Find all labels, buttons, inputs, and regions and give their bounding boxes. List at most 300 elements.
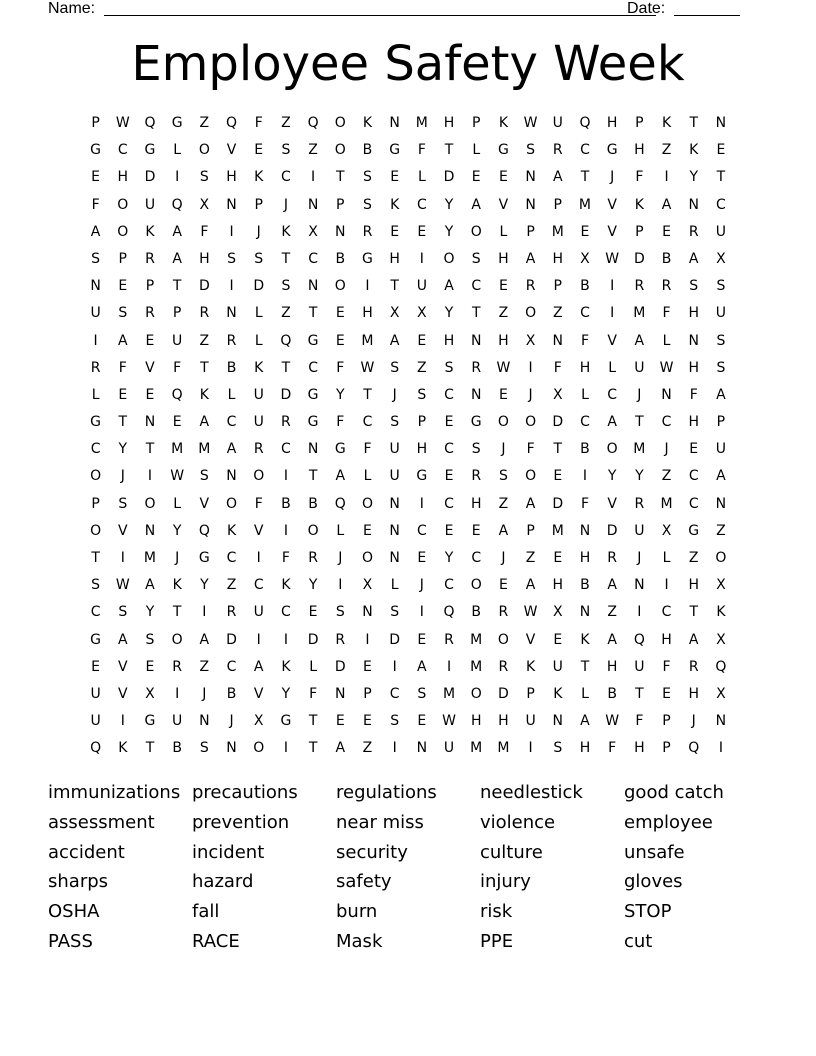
grid-letter: L: [608, 359, 617, 376]
word-list-item: cut: [624, 930, 653, 952]
grid-letter: E: [444, 468, 454, 485]
grid-letter: A: [226, 441, 237, 458]
grid-letter: C: [444, 577, 454, 594]
grid-letter: T: [635, 685, 644, 702]
grid-letter: K: [661, 115, 672, 131]
grid-letter: X: [580, 250, 590, 267]
grid-letter: A: [471, 196, 481, 213]
grid-letter: T: [308, 740, 318, 757]
grid-letter: E: [553, 468, 563, 485]
grid-letter: A: [607, 631, 617, 648]
grid-letter: N: [362, 604, 373, 621]
grid-letter: A: [552, 169, 563, 186]
grid-letter: X: [525, 332, 536, 349]
grid-letter: X: [716, 685, 726, 702]
grid-letter: A: [525, 495, 536, 512]
grid-letter: U: [253, 386, 264, 403]
grid-letter: R: [607, 550, 618, 566]
grid-letter: F: [635, 713, 644, 730]
grid-letter: Y: [444, 223, 454, 240]
grid-row: [82, 382, 735, 409]
grid-letter: N: [579, 522, 591, 539]
grid-letter: Z: [552, 305, 563, 322]
grid-letter: U: [172, 332, 183, 349]
grid-letter: E: [716, 142, 726, 159]
grid-letter: H: [579, 550, 591, 566]
grid-letter: Q: [334, 495, 346, 512]
grid-letter: E: [580, 223, 590, 240]
grid-letter: H: [634, 740, 645, 757]
grid-letter: E: [145, 332, 155, 349]
grid-letter: E: [91, 169, 101, 186]
grid-row: [82, 654, 735, 681]
grid-letter: U: [144, 196, 156, 213]
grid-letter: J: [202, 685, 207, 702]
grid-letter: X: [417, 305, 427, 322]
word-list-item: regulations: [336, 782, 437, 803]
grid-letter: H: [552, 577, 564, 594]
grid-row: [82, 110, 735, 137]
grid-letter: J: [501, 441, 506, 458]
grid-letter: M: [442, 685, 456, 702]
grid-letter: S: [335, 604, 345, 621]
grid-letter: H: [498, 250, 509, 267]
grid-letter: E: [498, 577, 508, 594]
word-list-item: prevention: [192, 811, 290, 833]
grid-letter: Y: [444, 196, 454, 213]
grid-letter: T: [200, 359, 209, 376]
grid-letter: T: [172, 278, 182, 295]
grid-letter: V: [607, 196, 617, 213]
grid-letter: L: [336, 522, 345, 539]
grid-letter: T: [308, 305, 318, 322]
grid-letter: N: [688, 196, 699, 213]
grid-letter: I: [718, 740, 723, 757]
grid-letter: G: [497, 142, 509, 159]
grid-letter: S: [716, 359, 726, 376]
grid-letter: E: [417, 332, 427, 349]
grid-letter: S: [390, 604, 400, 621]
grid-letter: V: [607, 223, 617, 240]
grid-letter: S: [526, 142, 536, 159]
grid-letter: M: [470, 631, 483, 648]
grid-row: [82, 572, 735, 599]
grid-letter: Q: [579, 115, 591, 131]
grid-letter: K: [362, 115, 373, 131]
grid-row: [82, 436, 735, 463]
grid-letter: C: [362, 414, 373, 431]
grid-letter: F: [200, 223, 209, 240]
grid-letter: F: [662, 305, 671, 322]
grid-letter: K: [145, 223, 155, 240]
grid-letter: E: [335, 305, 345, 322]
grid-letter: Z: [688, 550, 699, 566]
grid-letter: A: [716, 468, 726, 485]
grid-letter: V: [117, 522, 128, 539]
grid-letter: M: [633, 305, 646, 322]
grid-letter: N: [688, 332, 699, 349]
grid-letter: A: [607, 414, 617, 431]
grid-letter: S: [199, 468, 209, 485]
grid-letter: I: [175, 685, 180, 702]
grid-letter: C: [580, 414, 590, 431]
grid-letter: B: [281, 495, 291, 512]
worksheet-header: [48, 0, 748, 20]
grid-letter: P: [635, 223, 644, 240]
word-list-item: safety: [336, 871, 392, 893]
grid-letter: C: [281, 441, 291, 458]
grid-row: [82, 300, 735, 327]
grid-letter: O: [307, 522, 319, 539]
grid-letter: G: [389, 142, 401, 159]
grid-letter: N: [552, 332, 564, 349]
word-list-item: OSHA: [48, 901, 100, 923]
grid-letter: L: [662, 332, 671, 349]
grid-letter: U: [253, 604, 264, 621]
grid-letter: I: [120, 713, 125, 730]
grid-letter: K: [580, 631, 590, 648]
grid-letter: F: [608, 740, 617, 757]
grid-letter: T: [689, 604, 698, 621]
grid-letter: O: [198, 142, 210, 159]
grid-letter: C: [580, 142, 590, 159]
grid-letter: C: [716, 196, 726, 213]
grid-letter: X: [145, 685, 155, 702]
grid-letter: H: [579, 740, 591, 757]
grid-letter: P: [172, 305, 182, 322]
grid-letter: N: [715, 115, 727, 131]
grid-letter: E: [417, 550, 427, 566]
grid-letter: C: [688, 495, 699, 512]
grid-letter: J: [283, 196, 288, 213]
grid-letter: K: [281, 223, 291, 240]
grid-letter: E: [390, 169, 400, 186]
grid-letter: E: [689, 441, 699, 458]
grid-letter: D: [606, 522, 618, 539]
grid-letter: G: [144, 713, 156, 730]
grid-letter: I: [283, 468, 288, 485]
word-list-item: near miss: [336, 811, 424, 833]
grid-letter: M: [633, 441, 646, 458]
page-title: Employee Safety Week: [131, 36, 685, 92]
grid-letter: A: [335, 468, 346, 485]
grid-letter: D: [226, 631, 237, 648]
grid-letter: B: [607, 685, 617, 702]
grid-letter: V: [525, 631, 536, 648]
grid-letter: S: [91, 250, 101, 267]
grid-letter: U: [90, 685, 101, 702]
grid-letter: U: [416, 278, 427, 295]
grid-letter: Y: [635, 468, 644, 485]
grid-row: [82, 164, 735, 191]
grid-letter: A: [172, 223, 182, 240]
grid-letter: L: [227, 386, 236, 403]
grid-letter: N: [715, 495, 727, 512]
grid-letter: S: [281, 142, 291, 159]
grid-letter: D: [498, 685, 509, 702]
word-list-item: RACE: [192, 930, 240, 952]
grid-letter: Y: [689, 169, 698, 186]
grid-letter: Z: [661, 142, 672, 159]
grid-letter: T: [281, 250, 291, 267]
grid-letter: E: [91, 658, 101, 675]
grid-letter: C: [117, 142, 128, 159]
grid-letter: V: [117, 685, 128, 702]
grid-letter: C: [580, 305, 590, 322]
grid-letter: R: [634, 278, 645, 295]
grid-letter: Z: [417, 359, 427, 376]
grid-letter: G: [307, 386, 319, 403]
grid-letter: W: [115, 577, 130, 594]
grid-letter: B: [335, 250, 346, 267]
grid-letter: D: [443, 169, 455, 186]
word-list-item: injury: [480, 871, 531, 893]
grid-letter: C: [226, 414, 237, 431]
grid-letter: M: [497, 740, 510, 757]
grid-letter: G: [307, 414, 319, 431]
grid-letter: S: [118, 495, 128, 512]
grid-letter: U: [715, 441, 727, 458]
grid-letter: H: [688, 305, 699, 322]
grid-letter: S: [689, 278, 699, 295]
grid-letter: A: [444, 278, 454, 295]
grid-letter: T: [553, 441, 563, 458]
grid-letter: H: [688, 359, 699, 376]
grid-letter: P: [553, 196, 562, 213]
grid-letter: S: [390, 713, 400, 730]
grid-letter: O: [361, 495, 373, 512]
grid-letter: D: [253, 278, 265, 295]
grid-letter: Z: [308, 142, 318, 159]
grid-letter: N: [226, 468, 237, 485]
grid-letter: O: [525, 468, 537, 485]
grid-letter: E: [363, 658, 372, 675]
grid-letter: L: [662, 550, 671, 566]
grid-letter: L: [363, 468, 372, 485]
grid-letter: C: [444, 386, 454, 403]
grid-letter: J: [691, 713, 696, 730]
grid-letter: V: [226, 142, 237, 159]
grid-letter: S: [471, 250, 481, 267]
grid-letter: V: [145, 359, 155, 376]
grid-letter: I: [582, 468, 588, 485]
grid-letter: Z: [281, 305, 291, 322]
grid-letter: G: [90, 631, 102, 648]
grid-letter: Q: [715, 658, 727, 675]
grid-letter: Z: [199, 332, 210, 349]
grid-letter: N: [144, 414, 156, 431]
grid-letter: O: [90, 522, 102, 539]
grid-letter: D: [280, 386, 292, 403]
grid-letter: N: [579, 604, 591, 621]
grid-letter: A: [253, 658, 264, 675]
grid-letter: G: [280, 713, 292, 730]
grid-letter: Y: [444, 550, 454, 566]
grid-letter: N: [525, 196, 536, 213]
grid-letter: Q: [443, 604, 455, 621]
grid-letter: K: [254, 359, 264, 376]
grid-letter: N: [715, 713, 727, 730]
grid-letter: T: [281, 359, 291, 376]
grid-letter: Z: [525, 550, 536, 566]
grid-letter: G: [307, 332, 319, 349]
grid-letter: S: [227, 250, 236, 267]
grid-letter: Q: [144, 115, 156, 131]
grid-letter: O: [525, 305, 537, 322]
grid-letter: N: [389, 495, 400, 512]
grid-letter: Y: [200, 577, 209, 594]
grid-letter: Q: [198, 522, 210, 539]
grid-letter: Y: [281, 685, 291, 702]
grid-letter: X: [716, 250, 726, 267]
grid-letter: N: [470, 332, 482, 349]
grid-letter: L: [309, 658, 317, 675]
grid-letter: J: [501, 550, 506, 566]
grid-letter: H: [443, 332, 455, 349]
grid-letter: I: [256, 631, 261, 648]
grid-letter: O: [334, 142, 346, 159]
grid-letter: I: [419, 604, 424, 621]
grid-letter: A: [199, 414, 210, 431]
grid-letter: S: [716, 332, 726, 349]
grid-letter: G: [171, 115, 183, 131]
grid-letter: P: [716, 414, 726, 431]
grid-letter: R: [226, 332, 237, 349]
grid-letter: I: [202, 604, 207, 621]
grid-letter: T: [145, 740, 155, 757]
grid-letter: T: [172, 604, 182, 621]
grid-letter: N: [389, 550, 400, 566]
grid-letter: F: [363, 441, 372, 458]
grid-letter: Y: [308, 577, 318, 594]
grid-letter: A: [172, 250, 182, 267]
grid-letter: Q: [226, 115, 238, 131]
grid-letter: D: [389, 631, 401, 648]
grid-letter: I: [664, 577, 669, 594]
grid-letter: T: [390, 278, 399, 295]
grid-letter: J: [338, 550, 343, 566]
grid-letter: W: [360, 359, 375, 376]
grid-letter: R: [471, 468, 482, 485]
grid-letter: S: [199, 169, 209, 186]
grid-letter: L: [581, 685, 589, 702]
grid-letter: C: [281, 604, 291, 621]
grid-letter: C: [226, 658, 237, 675]
grid-letter: U: [552, 658, 563, 675]
grid-letter: J: [419, 577, 424, 594]
grid-letter: P: [553, 278, 562, 295]
grid-letter: C: [308, 250, 318, 267]
grid-letter: Y: [607, 468, 617, 485]
grid-letter: V: [253, 522, 264, 539]
grid-letter: F: [580, 332, 589, 349]
grid-letter: Y: [336, 386, 345, 403]
grid-letter: C: [444, 495, 454, 512]
grid-letter: C: [90, 441, 101, 458]
grid-letter: T: [471, 305, 481, 322]
grid-letter: P: [526, 685, 535, 702]
grid-letter: I: [229, 223, 234, 240]
grid-letter: L: [499, 223, 508, 240]
grid-letter: M: [551, 522, 564, 539]
word-list-item: STOP: [624, 901, 672, 923]
grid-letter: P: [145, 278, 155, 295]
grid-letter: S: [145, 631, 155, 648]
grid-letter: Z: [498, 495, 509, 512]
grid-letter: X: [362, 577, 373, 594]
grid-letter: I: [283, 522, 288, 539]
grid-letter: R: [90, 359, 101, 376]
grid-letter: H: [226, 169, 237, 186]
grid-letter: H: [498, 332, 509, 349]
grid-letter: I: [283, 740, 288, 757]
grid-letter: W: [523, 604, 538, 621]
grid-letter: C: [253, 577, 264, 594]
grid-letter: K: [254, 169, 264, 186]
grid-row: [82, 355, 735, 382]
word-list-item: gloves: [624, 871, 683, 893]
grid-letter: B: [471, 604, 482, 621]
grid-letter: I: [446, 658, 452, 675]
grid-letter: O: [117, 223, 129, 240]
grid-letter: F: [281, 550, 290, 566]
grid-letter: A: [661, 196, 672, 213]
grid-letter: A: [580, 713, 590, 730]
grid-letter: H: [443, 115, 455, 131]
grid-letter: C: [389, 685, 400, 702]
grid-letter: P: [526, 223, 535, 240]
word-list-item: fall: [192, 901, 220, 923]
grid-letter: X: [716, 631, 726, 648]
grid-letter: L: [91, 386, 100, 403]
grid-letter: S: [91, 577, 101, 594]
grid-letter: A: [607, 577, 617, 594]
grid-letter: T: [118, 414, 128, 431]
grid-letter: E: [553, 550, 563, 566]
grid-letter: P: [526, 522, 535, 539]
grid-letter: I: [528, 740, 533, 757]
grid-letter: I: [528, 359, 533, 376]
grid-letter: B: [580, 577, 590, 594]
grid-letter: D: [307, 631, 319, 648]
grid-row: [82, 708, 735, 735]
grid-letter: D: [334, 658, 346, 675]
grid-letter: A: [525, 250, 536, 267]
grid-letter: C: [607, 386, 618, 403]
grid-letter: Q: [307, 115, 319, 131]
grid-letter: K: [199, 386, 209, 403]
word-list-item: sharps: [48, 871, 109, 893]
grid-letter: P: [254, 196, 263, 213]
grid-letter: F: [417, 142, 426, 159]
grid-letter: N: [389, 115, 400, 131]
grid-letter: K: [118, 740, 128, 757]
grid-letter: H: [498, 713, 509, 730]
grid-letter: G: [90, 414, 102, 431]
grid-letter: M: [198, 441, 211, 458]
grid-letter: O: [171, 631, 183, 648]
grid-letter: J: [610, 169, 615, 186]
grid-letter: E: [145, 386, 155, 403]
grid-row: [82, 409, 735, 436]
grid-letter: K: [716, 604, 726, 621]
grid-letter: S: [118, 604, 128, 621]
grid-letter: D: [633, 250, 645, 267]
grid-letter: F: [91, 196, 100, 213]
grid-letter: R: [634, 495, 645, 512]
grid-letter: I: [392, 740, 397, 757]
grid-letter: K: [498, 115, 508, 131]
